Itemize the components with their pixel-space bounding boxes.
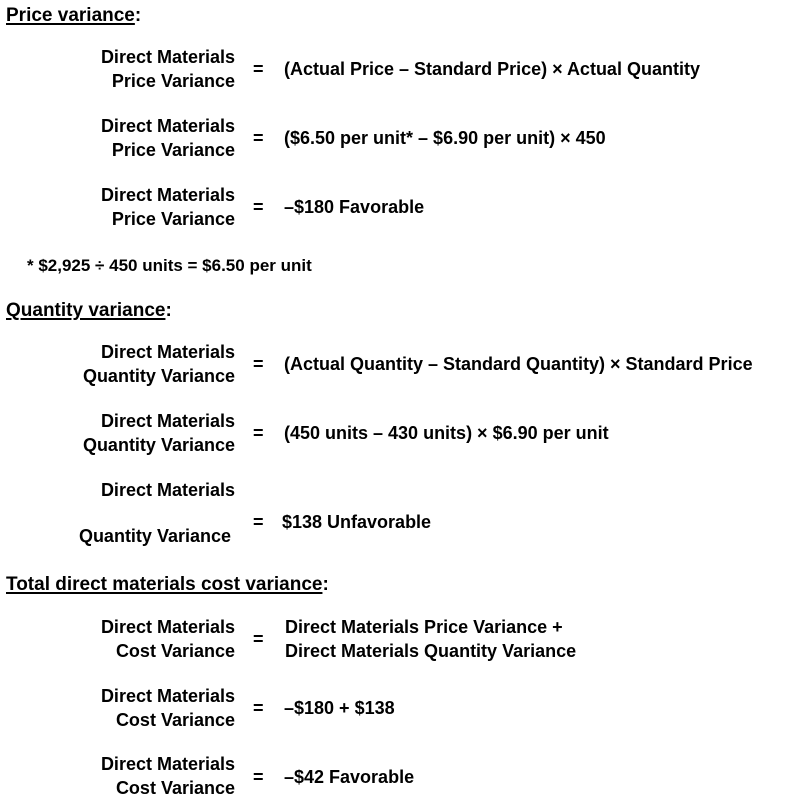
lhs-line1: Direct Materials [100, 116, 235, 136]
quantity-row2-lhs [35, 409, 235, 457]
total-row3-lhs [35, 752, 235, 800]
quantity-row3-rhs: $138 Unfavorable [282, 512, 432, 532]
lhs-line2: Cost Variance [115, 641, 235, 661]
total-cost-variance-heading-text: Total direct materials cost variance [6, 574, 323, 595]
total-row2-lhs [35, 684, 235, 732]
quantity-row1-lhs [35, 340, 235, 388]
total-row3-rhs: –$42 Favorable [284, 767, 415, 787]
lhs-line2: Quantity Variance [82, 366, 235, 386]
equals-sign: = [253, 629, 264, 649]
quantity-row2-rhs: (450 units – 430 units) × $6.90 per unit [284, 423, 609, 443]
equals-sign: = [253, 423, 264, 443]
lhs-line1: Direct Materials [100, 686, 235, 706]
lhs-line2: Quantity Variance [82, 435, 235, 455]
lhs-line1: Direct Materials [100, 47, 235, 67]
price-footnote: * $2,925 ÷ 450 units = $6.50 per unit [27, 256, 312, 275]
quantity-row3-lhs-line2: Quantity Variance [78, 526, 231, 546]
heading-colon: : [165, 300, 172, 321]
heading-colon: : [134, 5, 142, 26]
price-row3-lhs [35, 183, 235, 231]
equals-sign: = [253, 512, 264, 532]
lhs-line1: Direct Materials [100, 617, 235, 637]
price-row1-lhs [35, 45, 235, 93]
lhs-line1: Direct Materials [100, 185, 235, 205]
price-row2-lhs [35, 114, 235, 162]
price-row2-rhs: ($6.50 per unit* – $6.90 per unit) × 450 [284, 128, 606, 148]
quantity-row1-rhs: (Actual Quantity – Standard Quantity) × Standard Price [284, 354, 753, 374]
equals-sign: = [253, 698, 264, 718]
lhs-line2: Cost Variance [115, 710, 235, 730]
lhs-line2: Cost Variance [115, 778, 235, 798]
equals-sign: = [253, 128, 264, 148]
total-row2-rhs: –$180 + $138 [284, 698, 395, 718]
total-row1-lhs [35, 615, 235, 663]
quantity-variance-heading-text: Quantity variance [6, 300, 166, 321]
lhs-line1: Direct Materials [100, 411, 235, 431]
price-variance-heading [6, 5, 141, 27]
equals-sign: = [253, 767, 264, 787]
lhs-line1: Direct Materials [100, 754, 235, 774]
heading-colon: : [322, 574, 329, 595]
price-row1-rhs: (Actual Price – Standard Price) × Actual Quantity [284, 59, 700, 79]
lhs-line2: Price Variance [111, 71, 235, 91]
rhs-line1: Direct Materials Price Variance + [285, 617, 563, 637]
total-cost-variance-heading [6, 574, 329, 596]
quantity-variance-heading [6, 300, 172, 322]
equals-sign: = [253, 59, 264, 79]
equals-sign: = [253, 354, 264, 374]
equals-sign: = [253, 197, 264, 217]
price-variance-heading-text: Price variance [6, 5, 135, 26]
lhs-line2: Price Variance [111, 209, 235, 229]
total-row1-rhs [285, 615, 576, 663]
rhs-line2: Direct Materials Quantity Variance [285, 641, 577, 661]
lhs-line1: Direct Materials [100, 342, 235, 362]
quantity-row3-lhs-line1: Direct Materials [100, 480, 235, 500]
lhs-line2: Price Variance [111, 140, 235, 160]
price-row3-rhs: –$180 Favorable [284, 197, 425, 217]
